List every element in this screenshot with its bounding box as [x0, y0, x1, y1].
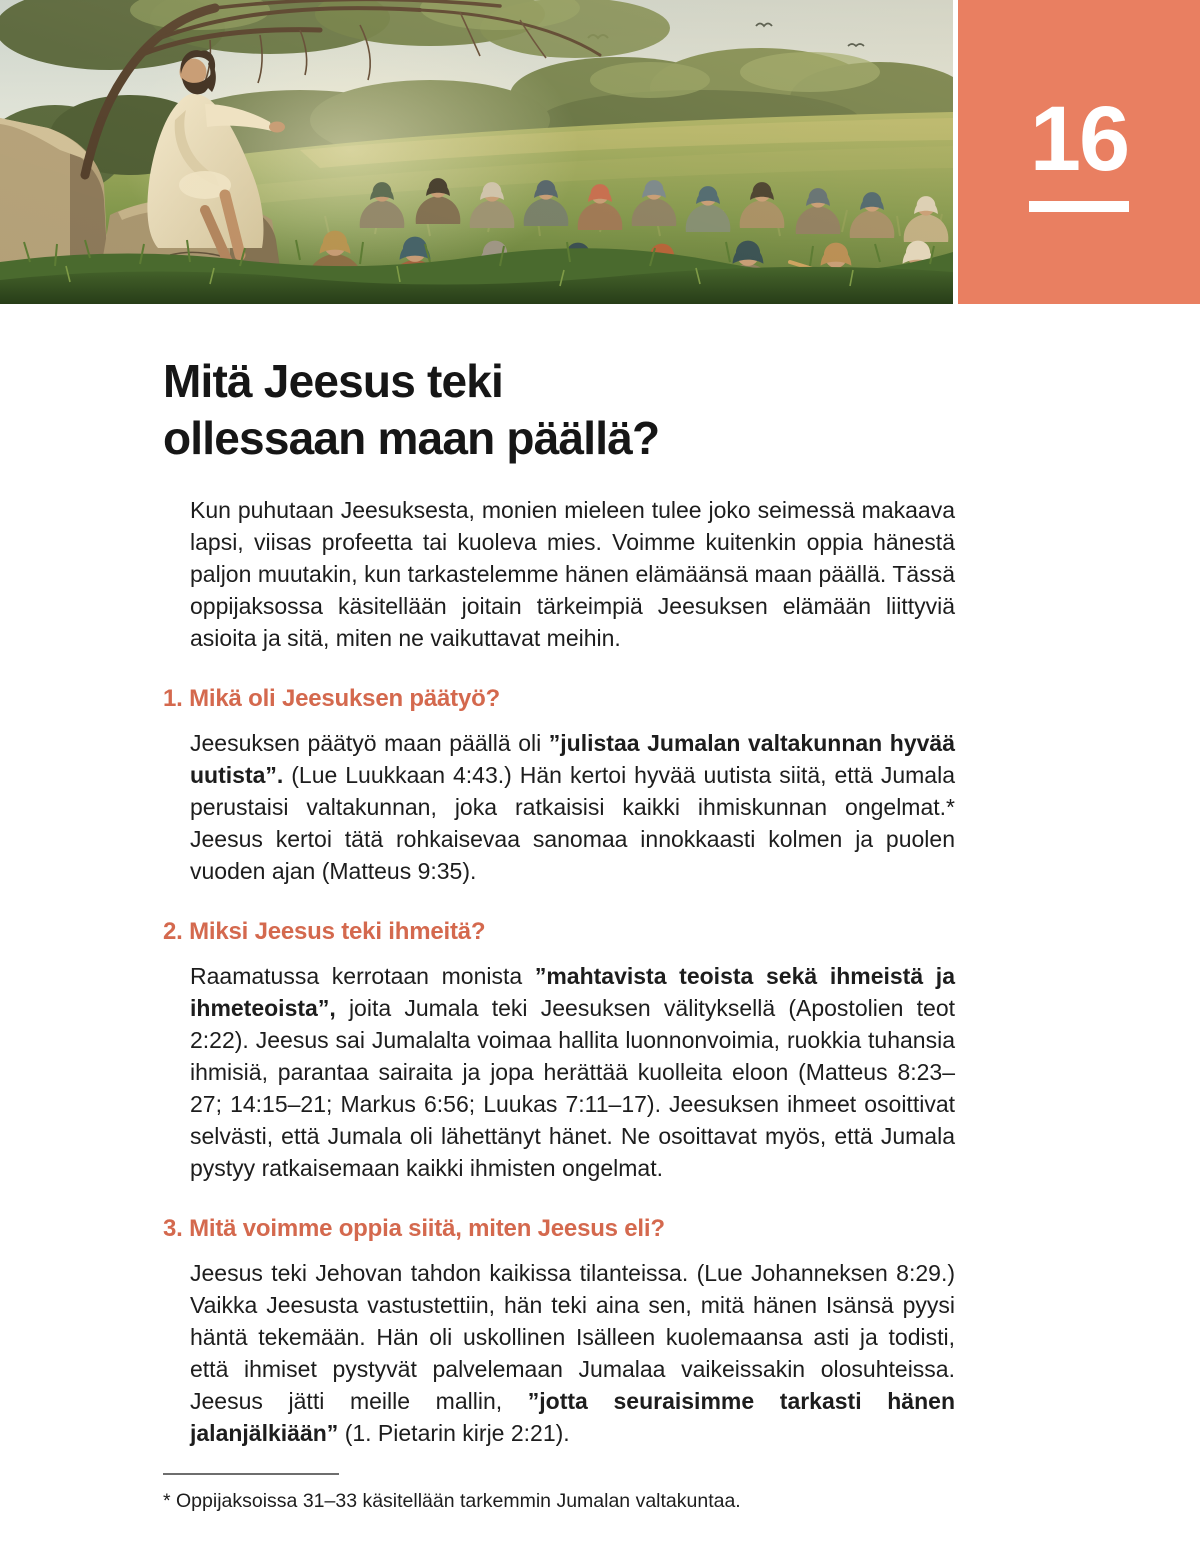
lesson-section: [0, 917, 1200, 1184]
footnote-divider: [163, 1473, 339, 1475]
section-heading: 3. Mitä voimme oppia siitä, miten Jeesus eli?: [163, 1215, 665, 1242]
page-title: [163, 353, 1200, 467]
lesson-content: [0, 353, 1200, 1514]
sections-container: [0, 684, 1200, 1449]
lesson-number: 16: [1029, 87, 1129, 190]
section-paragraph: Raamatussa kerrotaan monista ”mahtavista teoista sekä ihmeistä ja ihmeteoista”, joita Jumala teki Jeesuksen välityksellä (Apostolien teot 2:22). Jeesus sai Jumalalta voimaa hallita luonnonvoimia, ruokkia tuhansia ihmisiä, parantaa sairaita ja jopa herättää kuolleita eloon (Matteus 8:23–27; 14:15–21; Markus 6:56; Luukas 7:11–17). Jeesuksen ihmeet osoittivat selvästi, että Jumala oli lähettänyt hänet. Ne osoittavat myös, että Jumala pystyy ratkaisemaan kaikki ihmisten ongelmat.: [190, 963, 955, 1181]
section-heading: 2. Miksi Jeesus teki ihmeitä?: [163, 918, 486, 945]
section-heading: 1. Mikä oli Jeesuksen päätyö?: [163, 685, 501, 712]
intro-paragraph: Kun puhutaan Jeesuksesta, monien mieleen tulee joko seimessä makaava lapsi, viisas profeetta tai kuoleva mies. Voimme kuitenkin oppia hänestä paljon muutakin, kun tarkastelemme hänen elämäänsä maan päällä. Tässä oppijaksossa käsitellään joitain tärkeimpiä Jeesuksen elämään liittyviä asioita ja sitä, miten ne vaikuttavat meihin.: [190, 497, 955, 651]
hero-banner: [0, 0, 1200, 304]
footnote-text: * Oppijaksoissa 31–33 käsitellään tarkemmin Jumalan valtakuntaa.: [163, 1490, 741, 1512]
jesus-teaching-photo-illustration: [0, 0, 953, 304]
lesson-number-underline: [1029, 201, 1129, 212]
lesson-number-badge: [958, 0, 1200, 304]
jesus-teaching-photo: [0, 0, 953, 304]
lesson-section: [0, 1214, 1200, 1449]
page-title-line-2: ollessaan maan päällä?: [163, 412, 660, 464]
page-title-line-1: Mitä Jeesus teki: [163, 355, 504, 407]
lesson-section: [0, 684, 1200, 887]
section-paragraph: Jeesuksen päätyö maan päällä oli ”julistaa Jumalan valtakunnan hyvää uutista”. (Lue Luukkaan 4:43.) Hän kertoi hyvää uutista siitä, että Jumala perustaisi valtakunnan, joka ratkaisisi kaikki ihmiskunnan ongelmat.* Jeesus kertoi tätä rohkaisevaa sanomaa innokkaasti kolmen ja puolen vuoden ajan (Matteus 9:35).: [190, 730, 955, 884]
section-paragraph: Jeesus teki Jehovan tahdon kaikissa tilanteissa. (Lue Johanneksen 8:29.) Vaikka Jeesusta vastustettiin, hän teki aina sen, mitä hänen Isänsä pyysi häntä tekemään. Hän oli uskollinen Isälleen kuolemaansa asti ja todisti, että ihmiset pystyvät palvelemaan Jumalaa vaikeissakin olosuhteissa. Jeesus jätti meille mallin, ”jotta seuraisimme tarkasti hänen jalanjälkiään” (1. Pietarin kirje 2:21).: [190, 1260, 955, 1446]
